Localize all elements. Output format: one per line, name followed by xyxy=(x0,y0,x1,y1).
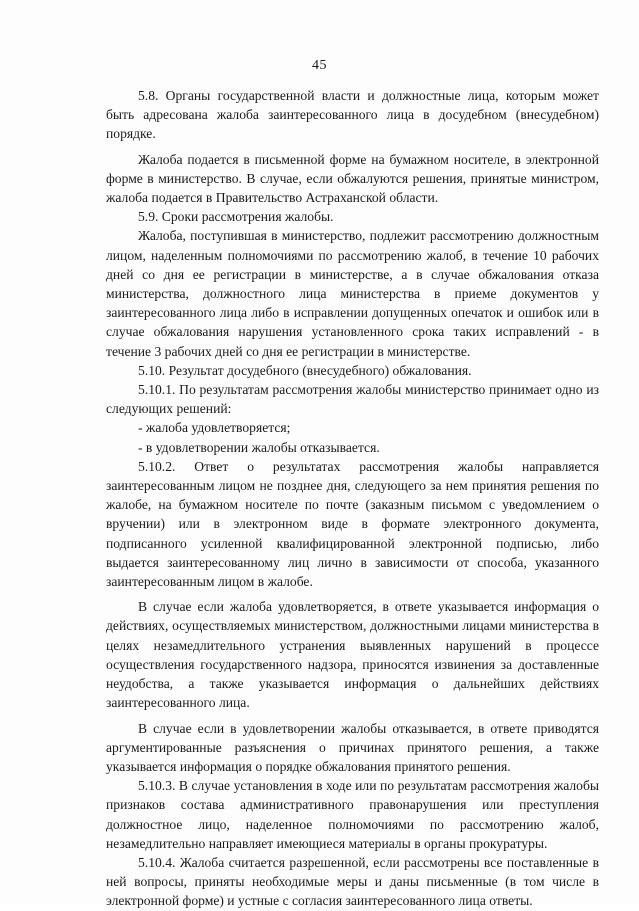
paragraph-5-10-4: 5.10.4. Жалоба считается разрешенной, если рассмотрены все поставленные в ней вопросы, приняты необходимые меры и даны письменные (в том числе в электронной форме) и устные с согласия заинтересованного лица ответы. xyxy=(106,854,599,909)
paragraph-if-refused: В случае если в удовлетворении жалобы отказывается, в ответе приводятся аргументированные разъяснения о причинах принятого решения, а также указывается информация о порядке обжалования принятого решения. xyxy=(106,720,599,774)
document-body xyxy=(106,86,599,911)
paragraph-5-9: 5.9. Сроки рассмотрения жалобы. xyxy=(138,209,334,225)
paragraph-review-terms: Жалоба, поступившая в министерство, подлежит рассмотрению должностным лицом, наделенным полномочиями по рассмотрению жалоб, в течение 10 рабочих дней со дня ее регистрации в министерстве, а в случае обжалования отказа министерства, должностного лица министерства в приеме документов у заинтересованного лица либо в исправлении допущенных опечаток и ошибок или в случае обжалования нарушения установленного срока таких исправлений - в течение 3 рабочих дней со дня ее регистрации в министерстве. xyxy=(106,228,599,359)
paragraph-if-satisfied: В случае если жалоба удовлетворяется, в ответе указывается информация о действиях, осуществляемых министерством, должностными лицами министерства в целях незамедлительного устранения выявленных нарушений в процессе осуществления государственного надзора, приносятся извинения за доставленные неудобства, а также указывается информация о дальнейших действиях заинтересованного лица. xyxy=(106,599,599,711)
paragraph-5-10-1: 5.10.1. По результатам рассмотрения жалобы министерство принимает одно из следующих решений: xyxy=(106,382,599,417)
paragraph-complaint-form: Жалоба подается в письменной форме на бумажном носителе, в электронной форме в министерство. В случае, если обжалуются решения, принятые министром, жалоба подается в Правительство Астраханской области. xyxy=(106,151,599,206)
paragraph-5-10-2: 5.10.2. Ответ о результатах рассмотрения жалобы направляется заинтересованным лицом не позднее дня, следующего за нем принятия решения по жалобе, на бумажном носителе по почте (заказным письмом с уведомлением о вручении) или в электронном виде в формате электронного документа, подписанного усиленной квалифицированной электронной подписью, либо выдается заинтересованному лиц лично в зависимости от способа, указанного заинтересованным лицом в жалобе. xyxy=(106,458,599,590)
paragraph-5-10: 5.10. Результат досудебного (внесудебного) обжалования. xyxy=(138,362,472,378)
page-number: 45 xyxy=(312,58,327,73)
list-item-satisfied: - жалоба удовлетворяется; xyxy=(138,420,291,436)
paragraph-5-8: 5.8. Органы государственной власти и должностные лица, которым может быть адресована жалоба заинтересованного лица в досудебном (внесудебном) порядке. xyxy=(106,88,599,142)
list-item-refused: - в удовлетворении жалобы отказывается. xyxy=(138,439,380,455)
paragraph-5-10-3: 5.10.3. В случае установления в ходе или по результатам рассмотрения жалобы признаков состава административного правонарушения или преступления должностное лицо, наделенное полномочиями по рассмотрению жалоб, незамедлительно направляет имеющиеся материалы в органы прокуратуры. xyxy=(106,778,599,851)
